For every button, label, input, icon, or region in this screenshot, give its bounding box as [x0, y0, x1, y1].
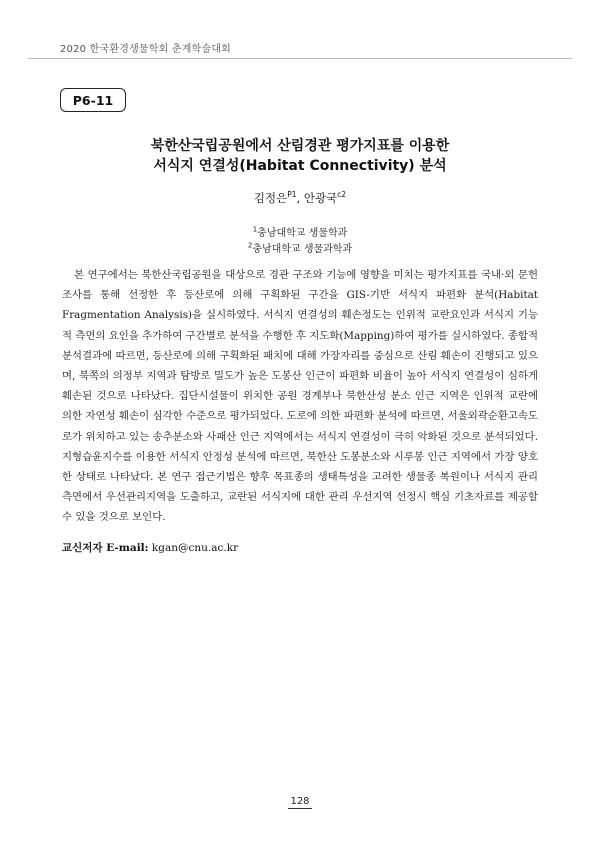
conference-header: 2020 한국환경생물학회 춘계학술대회 [60, 44, 232, 55]
header-divider [28, 58, 572, 59]
author-list [60, 190, 540, 206]
abstract-body: 본 연구에서는 북한산국립공원을 대상으로 경관 구조와 기능에 영향을 미치는 평가지표를 국내·외 문헌조사를 통해 선정한 후 등산로에 의해 구획화된 구간을 GIS-기반 서식지 파편화 분석(Habitat Fragmentation Analysis)을 실시하였다. 서식지 연결성의 훼손정도는 인위적 교란요인과 서식지 기능적 측면의 요인을 추가하여 구간별로 분석을 수행한 후 지도화(Mapping)하여 평가를 실시하였다. 종합적 분석결과에 따르면, 등산로에 의해 구획화된 패치에 대해 가장자리를 중심으로 산림 훼손이 진행되고 있으며, 북쪽의 의정부 지역과 탐방로 밀도가 높은 도봉산 인근이 파편화 비율이 높아 서식지 연결성이 심하게 훼손된 것으로 나타났다. 집단시설물이 위치한 공원 경계부나 북한산성 분소 인근 지역은 인위적 교란에 의한 자연성 훼손이 심각한 수준으로 평가되었다. 도로에 의한 파편화 분석에 따르면, 서울외곽순환고속도로가 위치하고 있는 송추분소와 사패산 인근 지역에서는 서식지 연결성이 극히 악화된 것으로 분석되었다. 지형습윤지수를 이용한 서식지 안정성 분석에 따르면, 북한산 도봉분소와 시루봉 인근 지역에서 가장 양호한 상태로 나타났다. 본 연구 접근기법은 향후 목표종의 생태특성을 고려한 생물종 복원이나 서식지 관리 측면에서 우선관리지역을 도출하고, 교란된 서식지에 대한 관리 우선지역 선정시 핵심 기초자료를 제공할 수 있을 것으로 보인다. [62, 269, 538, 524]
page-number-value: 128 [290, 796, 310, 807]
author-name: 안광국 [303, 191, 338, 205]
paper-title [60, 136, 540, 176]
affiliation-item [60, 226, 540, 242]
affiliation-text: 충남대학교 생물학과 [257, 228, 348, 239]
affiliation-marker: 2 [247, 241, 253, 250]
affiliation-marker: 1 [252, 225, 258, 234]
affiliation-list [60, 226, 540, 258]
poster-id-badge: P6-11 [60, 88, 126, 112]
author-separator: , [296, 191, 304, 205]
affiliation-text: 충남대학교 생물과학과 [252, 244, 353, 255]
author-marker: P1 [287, 190, 297, 200]
author-name: 김정은 [253, 191, 288, 205]
author-marker: c2 [337, 190, 347, 200]
contact-label: 교신저자 E-mail: [62, 542, 149, 554]
contact-email: kgan@cnu.ac.kr [151, 542, 239, 554]
corresponding-author [62, 540, 238, 555]
title-line-1: 북한산국립공원에서 산림경관 평가지표를 이용한 [150, 138, 450, 154]
page-number [0, 796, 600, 809]
affiliation-item [60, 242, 540, 258]
title-line-2: 서식지 연결성(Habitat Connectivity) 분석 [153, 158, 447, 174]
